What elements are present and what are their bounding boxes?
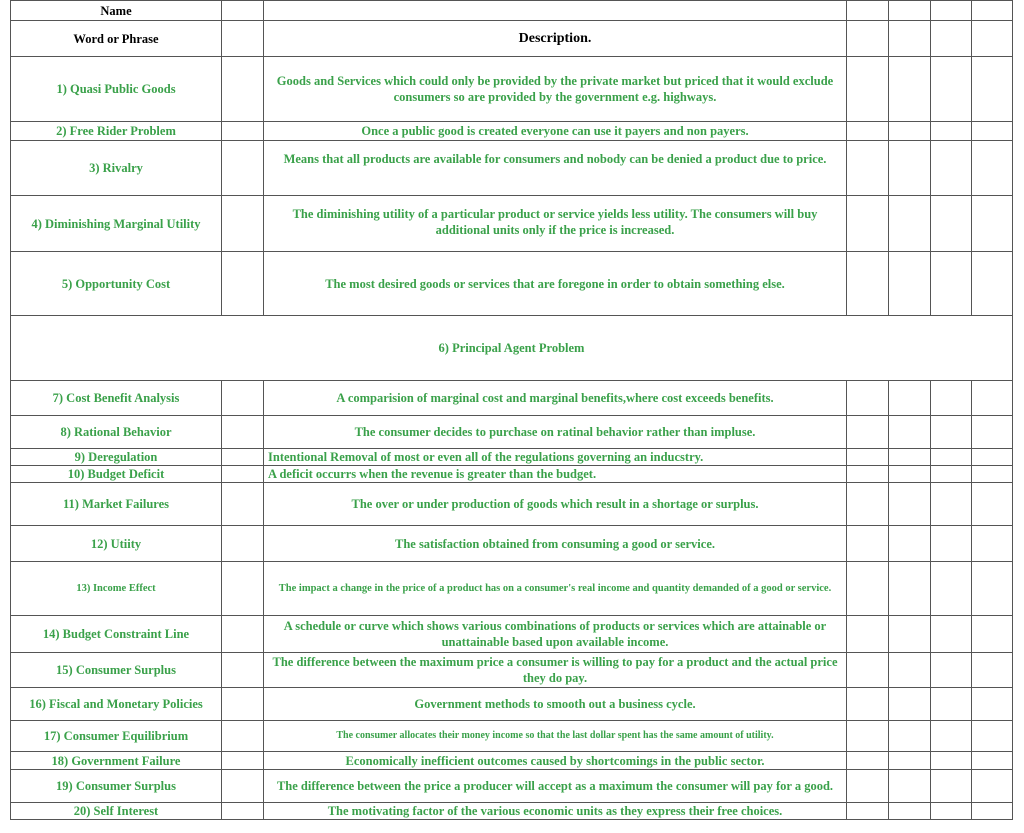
- empty-cell: [222, 381, 264, 416]
- empty-cell: [222, 562, 264, 616]
- table-row: [11, 122, 1013, 141]
- description-cell: Economically inefficient outcomes caused by shortcomings in the public sector.: [264, 752, 847, 770]
- term-cell: 4) Diminishing Marginal Utility: [11, 196, 222, 252]
- table-row: [11, 483, 1013, 526]
- description-cell: Once a public good is created everyone can use it payers and non payers.: [264, 122, 847, 141]
- empty-cell: [972, 562, 1013, 616]
- empty-cell: [847, 57, 889, 122]
- empty-cell: [972, 416, 1013, 449]
- term-cell: 15) Consumer Surplus: [11, 653, 222, 688]
- empty-cell: [889, 752, 931, 770]
- empty-cell: [972, 803, 1013, 820]
- empty-cell: [889, 252, 931, 316]
- empty-cell: [889, 416, 931, 449]
- table-row: [11, 466, 1013, 483]
- description-cell: The consumer allocates their money income so that the last dollar spent has the same amount of utility.: [264, 721, 847, 752]
- table-row: [11, 803, 1013, 820]
- empty-cell: [931, 562, 972, 616]
- table-row: [11, 653, 1013, 688]
- term-cell: 20) Self Interest: [11, 803, 222, 820]
- empty-cell: [972, 252, 1013, 316]
- empty-cell: [972, 616, 1013, 653]
- empty-cell: [889, 449, 931, 466]
- empty-cell: [847, 803, 889, 820]
- empty-cell: [222, 416, 264, 449]
- description-cell: Goods and Services which could only be provided by the private market but priced that it would exclude consumers so are provided by the government e.g. highways.: [264, 57, 847, 122]
- empty-cell: [931, 616, 972, 653]
- empty-cell: [972, 196, 1013, 252]
- empty-cell: [889, 688, 931, 721]
- description-cell: Government methods to smooth out a business cycle.: [264, 688, 847, 721]
- empty-cell: [222, 196, 264, 252]
- empty-cell: [972, 466, 1013, 483]
- empty-cell: [847, 196, 889, 252]
- empty-cell: [931, 449, 972, 466]
- term-cell: 1) Quasi Public Goods: [11, 57, 222, 122]
- empty-cell: [889, 721, 931, 752]
- table-row: [11, 449, 1013, 466]
- name-input-cell: [264, 1, 847, 21]
- empty-cell: [931, 122, 972, 141]
- empty-cell: [931, 770, 972, 803]
- empty-cell: [222, 21, 264, 57]
- table-row: [11, 316, 1013, 381]
- empty-cell: [889, 196, 931, 252]
- table-row: [11, 526, 1013, 562]
- empty-cell: [889, 803, 931, 820]
- empty-cell: [972, 526, 1013, 562]
- description-cell: The impact a change in the price of a product has on a consumer's real income and quantity demanded of a good or service.: [264, 562, 847, 616]
- term-cell: 12) Utiity: [11, 526, 222, 562]
- empty-cell: [972, 57, 1013, 122]
- empty-cell: [972, 21, 1013, 57]
- empty-cell: [847, 653, 889, 688]
- empty-cell: [931, 141, 972, 196]
- table-row: [11, 752, 1013, 770]
- empty-cell: [847, 562, 889, 616]
- empty-cell: [847, 688, 889, 721]
- empty-cell: [222, 1, 264, 21]
- empty-cell: [847, 252, 889, 316]
- empty-cell: [222, 252, 264, 316]
- term-cell: 7) Cost Benefit Analysis: [11, 381, 222, 416]
- empty-cell: [222, 526, 264, 562]
- empty-cell: [222, 449, 264, 466]
- description-cell: The motivating factor of the various economic units as they express their free choices.: [264, 803, 847, 820]
- term-cell: 9) Deregulation: [11, 449, 222, 466]
- empty-cell: [847, 526, 889, 562]
- empty-cell: [972, 688, 1013, 721]
- empty-cell: [931, 526, 972, 562]
- empty-cell: [889, 526, 931, 562]
- empty-cell: [972, 770, 1013, 803]
- description-cell: A comparision of marginal cost and marginal benefits,where cost exceeds benefits.: [264, 381, 847, 416]
- word-or-phrase-header: Word or Phrase: [11, 21, 222, 57]
- description-cell: The satisfaction obtained from consuming a good or service.: [264, 526, 847, 562]
- empty-cell: [972, 122, 1013, 141]
- empty-cell: [931, 803, 972, 820]
- empty-cell: [222, 141, 264, 196]
- empty-cell: [847, 616, 889, 653]
- empty-cell: [222, 653, 264, 688]
- empty-cell: [889, 21, 931, 57]
- empty-cell: [889, 122, 931, 141]
- description-header: Description.: [264, 21, 847, 57]
- term-cell: 16) Fiscal and Monetary Policies: [11, 688, 222, 721]
- table-row: [11, 616, 1013, 653]
- term-cell: 3) Rivalry: [11, 141, 222, 196]
- table-row: [11, 562, 1013, 616]
- empty-cell: [222, 483, 264, 526]
- term-cell: 11) Market Failures: [11, 483, 222, 526]
- table-row: [11, 770, 1013, 803]
- description-cell: The diminishing utility of a particular product or service yields less utility. The consumers will buy additional units only if the price is increased.: [264, 196, 847, 252]
- table-row: [11, 252, 1013, 316]
- term-cell: 17) Consumer Equilibrium: [11, 721, 222, 752]
- term-cell: 18) Government Failure: [11, 752, 222, 770]
- empty-cell: [847, 770, 889, 803]
- empty-cell: [931, 466, 972, 483]
- table-row: [11, 381, 1013, 416]
- term-cell: 13) Income Effect: [11, 562, 222, 616]
- description-cell: The difference between the maximum price a consumer is willing to pay for a product and the actual price they do pay.: [264, 653, 847, 688]
- empty-cell: [847, 449, 889, 466]
- empty-cell: [222, 688, 264, 721]
- empty-cell: [889, 381, 931, 416]
- empty-cell: [931, 21, 972, 57]
- empty-cell: [847, 122, 889, 141]
- description-cell: The over or under production of goods which result in a shortage or surplus.: [264, 483, 847, 526]
- description-cell: Means that all products are available for consumers and nobody can be denied a product due to price.: [264, 141, 847, 196]
- empty-cell: [889, 466, 931, 483]
- empty-cell: [889, 483, 931, 526]
- empty-cell: [222, 803, 264, 820]
- term-cell: 10) Budget Deficit: [11, 466, 222, 483]
- empty-cell: [889, 57, 931, 122]
- empty-cell: [847, 483, 889, 526]
- description-cell: A deficit occurrs when the revenue is greater than the budget.: [264, 466, 847, 483]
- table-row: [11, 141, 1013, 196]
- term-cell: 19) Consumer Surplus: [11, 770, 222, 803]
- term-cell: 5) Opportunity Cost: [11, 252, 222, 316]
- table-row: [11, 57, 1013, 122]
- table-row: [11, 688, 1013, 721]
- table-row: [11, 721, 1013, 752]
- empty-cell: [847, 21, 889, 57]
- empty-cell: [847, 466, 889, 483]
- vocabulary-table: [10, 0, 1013, 820]
- empty-cell: [972, 1, 1013, 21]
- empty-cell: [889, 770, 931, 803]
- empty-cell: [847, 416, 889, 449]
- empty-cell: [222, 770, 264, 803]
- empty-cell: [931, 688, 972, 721]
- empty-cell: [931, 653, 972, 688]
- empty-cell: [889, 616, 931, 653]
- table-row: [11, 416, 1013, 449]
- empty-cell: [931, 252, 972, 316]
- empty-cell: [889, 562, 931, 616]
- empty-cell: [847, 381, 889, 416]
- term-cell-merged: 6) Principal Agent Problem: [11, 316, 1013, 381]
- empty-cell: [972, 449, 1013, 466]
- empty-cell: [931, 57, 972, 122]
- empty-cell: [222, 752, 264, 770]
- empty-cell: [931, 1, 972, 21]
- empty-cell: [931, 416, 972, 449]
- header-row: [11, 21, 1013, 57]
- description-cell: The consumer decides to purchase on ratinal behavior rather than impluse.: [264, 416, 847, 449]
- empty-cell: [972, 141, 1013, 196]
- empty-cell: [972, 483, 1013, 526]
- empty-cell: [972, 752, 1013, 770]
- empty-cell: [931, 196, 972, 252]
- name-label: Name: [11, 1, 222, 21]
- name-row: [11, 1, 1013, 21]
- description-cell: The difference between the price a producer will accept as a maximum the consumer will pay for a good.: [264, 770, 847, 803]
- empty-cell: [972, 721, 1013, 752]
- table-row: [11, 196, 1013, 252]
- empty-cell: [222, 721, 264, 752]
- empty-cell: [847, 141, 889, 196]
- empty-cell: [889, 1, 931, 21]
- empty-cell: [847, 752, 889, 770]
- empty-cell: [847, 1, 889, 21]
- empty-cell: [972, 653, 1013, 688]
- term-cell: 2) Free Rider Problem: [11, 122, 222, 141]
- empty-cell: [222, 466, 264, 483]
- empty-cell: [222, 57, 264, 122]
- description-cell: Intentional Removal of most or even all of the regulations governing an inducstry.: [264, 449, 847, 466]
- empty-cell: [222, 122, 264, 141]
- empty-cell: [931, 483, 972, 526]
- empty-cell: [847, 721, 889, 752]
- description-cell: A schedule or curve which shows various combinations of products or services which are attainable or unattainable based upon available income.: [264, 616, 847, 653]
- term-cell: 14) Budget Constraint Line: [11, 616, 222, 653]
- empty-cell: [222, 616, 264, 653]
- empty-cell: [972, 381, 1013, 416]
- empty-cell: [889, 653, 931, 688]
- term-cell: 8) Rational Behavior: [11, 416, 222, 449]
- empty-cell: [931, 721, 972, 752]
- empty-cell: [931, 381, 972, 416]
- empty-cell: [889, 141, 931, 196]
- empty-cell: [931, 752, 972, 770]
- description-cell: The most desired goods or services that are foregone in order to obtain something else.: [264, 252, 847, 316]
